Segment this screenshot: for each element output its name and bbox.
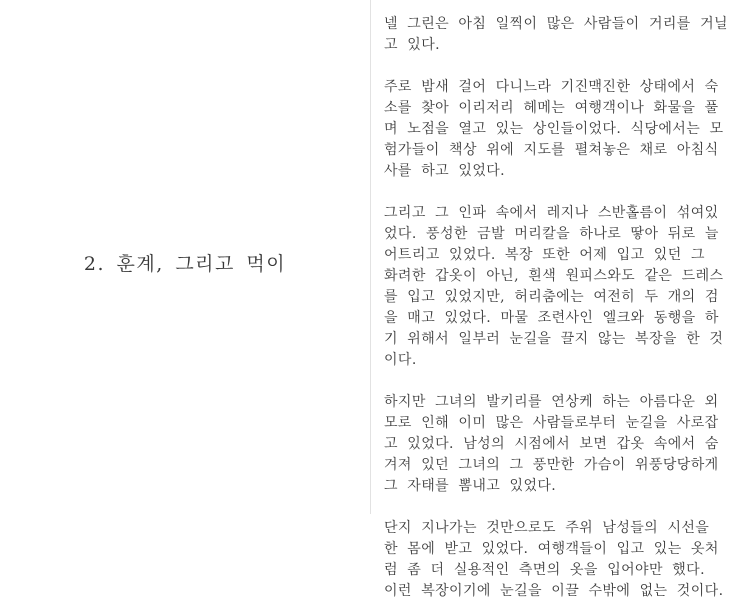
chapter-title-pane (0, 0, 370, 514)
paragraph: 주로 밤새 걸어 다니느라 기진맥진한 상태에서 숙소를 찾아 이리저리 헤메는 여행객이나 화물을 풀며 노점을 열고 있는 상인들이었다. 식당에서는 모험가들이 책상 위에 지도를 펼쳐놓은 채로 아침식사를 하고 있었다. (384, 79, 724, 179)
paragraph: 그리고 그 인파 속에서 레지나 스반홀름이 섞여있었다. 풍성한 금발 머리칼을 하나로 땋아 뒤로 늘어트리고 있었다. 복장 또한 어제 입고 있던 그 화려한 갑옷이 아닌, 흰색 원피스와도 같은 드레스를 입고 있었지만, 허리춤에는 여전히 두 개의 검을 매고 있었다. 마물 조련사인 엘크와 동행을 하기 위해서 일부러 눈길을 끌지 않는 복장을 한 것이다. (384, 205, 724, 368)
paragraph: 넬 그린은 아침 일찍이 많은 사람들이 거리를 거닐고 있다. (384, 16, 728, 53)
paragraph: 하지만 그녀의 발키리를 연상케 하는 아름다운 외모로 인해 이미 많은 사람들로부터 눈길을 사로잡고 있었다. 남성의 시점에서 보면 갑옷 속에서 숨겨져 있던 그녀의 그 풍만한 가슴이 위풍당당하게 그 자태를 뽐내고 있었다. (384, 394, 719, 494)
chapter-title: 2. 훈계, 그리고 먹이 (83, 252, 287, 275)
paragraph: 단지 지나가는 것만으로도 주위 남성들의 시선을 한 몸에 받고 있었다. 여행객들이 입고 있는 옷처럼 좀 더 실용적인 측면의 옷을 입어야만 했다. 이런 복장이기에 눈길을 이끌 수밖에 없는 것이다. (384, 520, 724, 599)
body-text-pane (371, 0, 736, 599)
